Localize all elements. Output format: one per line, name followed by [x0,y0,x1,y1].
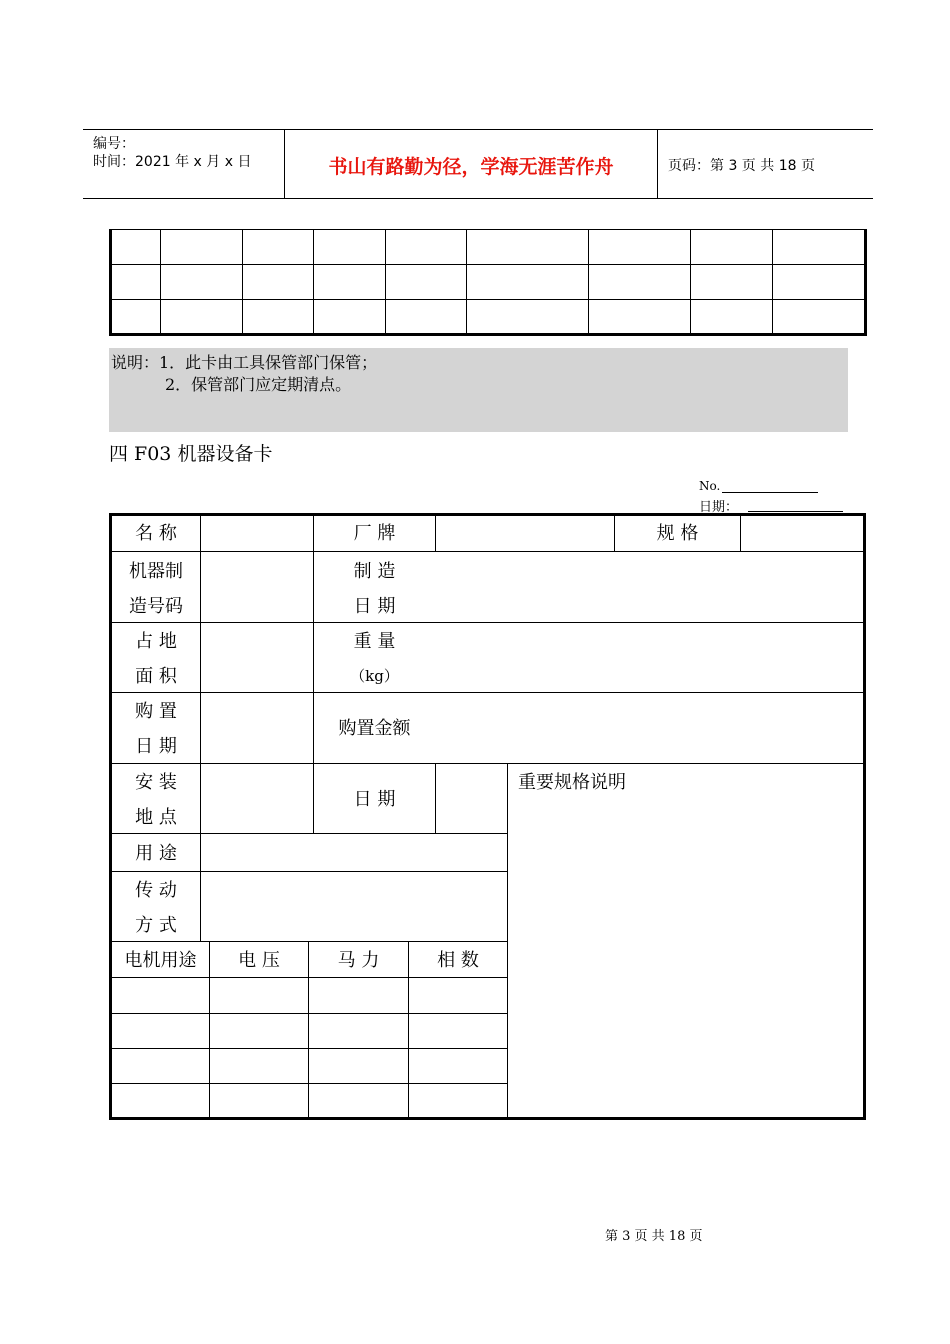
table-cell [111,230,161,265]
weight-label-2: （kg） [350,667,399,685]
note-line-2: 2．保管部门应定期清点。 [165,375,352,394]
grid-line [112,763,864,764]
table-cell [243,300,314,335]
table-cell [589,230,691,265]
grid-line [112,551,864,552]
time-label: 时间：2021 年 x 月 x 日 [93,154,252,170]
brand-label: 厂 牌 [353,523,396,544]
table-cell [314,265,386,300]
table-cell [467,265,589,300]
drive-method-label-1: 传 动 [135,880,177,901]
install-location-label-2: 地 点 [135,807,177,828]
table-cell [773,265,866,300]
install-location-label-1: 安 装 [135,772,177,793]
motor-usage-label: 电机用途 [124,950,197,971]
table-cell [589,265,691,300]
grid-line [200,516,201,941]
table-cell [467,230,589,265]
floor-area-label-1: 占 地 [135,631,177,652]
table-cell [773,230,866,265]
page-number-label: 页码：第 3 页 共 18 页 [668,158,815,174]
purchase-amount-label: 购置金额 [338,718,411,739]
grid-line [507,763,508,1120]
spec-description-label: 重要规格说明 [518,772,626,793]
floor-area-label-2: 面 积 [135,666,177,687]
tool-card-table [109,229,867,336]
purchase-date-label-2: 日 期 [135,736,177,757]
table-cell [691,265,773,300]
grid-line [112,1013,507,1014]
spec-label: 规 格 [656,523,699,544]
table-row [111,300,866,335]
table-cell [386,230,467,265]
table-cell [589,300,691,335]
section-title: 四 F03 机器设备卡 [109,443,273,465]
table-cell [161,300,243,335]
table-cell [243,265,314,300]
usage-label: 用 途 [135,843,177,864]
drive-method-label-2: 方 式 [135,915,177,936]
number-label: 编号： [93,136,135,152]
grid-line [112,871,507,872]
date-label: 日期： [699,500,739,515]
table-cell [111,300,161,335]
no-label: No. [699,479,721,493]
name-label: 名 称 [135,523,177,544]
grid-line [435,516,436,551]
header-left-cell [83,130,285,198]
purchase-date-label-1: 购 置 [135,701,177,722]
weight-label-1: 重 量 [353,631,396,652]
phase-label: 相 数 [437,950,479,971]
grid-line [112,622,864,623]
table-cell [161,230,243,265]
table-row [111,230,866,265]
table-cell [467,300,589,335]
no-underline [722,492,818,493]
table-cell [773,300,866,335]
grid-line [740,516,741,551]
note-line-1: 说明：1．此卡由工具保管部门保管； [111,353,378,372]
page-footer: 第 3 页 共 18 页 [605,1229,703,1244]
page-header [83,129,873,199]
note-box [109,348,848,432]
table-cell [161,265,243,300]
manufacture-date-label-1: 制 造 [353,561,396,582]
table-cell [243,230,314,265]
date-underline [748,511,843,512]
table-cell [386,265,467,300]
table-cell [691,300,773,335]
table-cell [111,265,161,300]
machine-card [109,513,866,1120]
table-cell [314,300,386,335]
voltage-label: 电 压 [238,950,280,971]
table-cell [386,300,467,335]
table-cell [314,230,386,265]
horsepower-label: 马 力 [337,950,380,971]
manufacture-date-label-2: 日 期 [353,596,396,617]
header-center-cell [285,130,658,198]
date-label: 日 期 [353,789,396,810]
grid-line [435,763,436,833]
grid-line [112,1083,507,1084]
machine-no-label-1: 机器制 [129,561,183,582]
slogan: 书山有路勤为径，学海无涯苦作舟 [328,156,614,178]
grid-line [112,1048,507,1049]
table-row [111,265,866,300]
grid-line [112,692,864,693]
header-right-cell [658,130,873,198]
table-cell [691,230,773,265]
machine-no-label-2: 造号码 [129,596,183,617]
